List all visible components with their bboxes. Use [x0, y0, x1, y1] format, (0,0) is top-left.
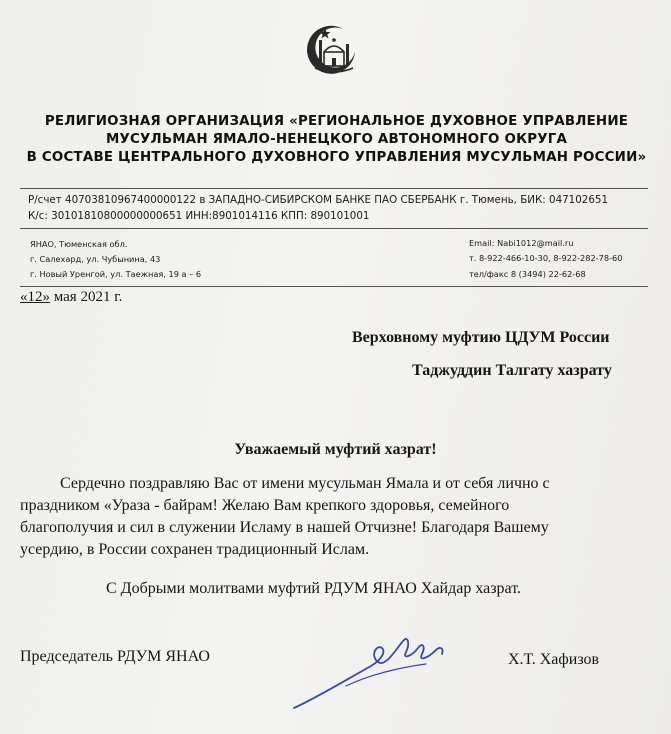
contact-email: Email: Nabi1012@mail.ru	[469, 238, 574, 248]
date-day: «12»	[20, 289, 50, 305]
divider	[20, 228, 648, 229]
address-line-1: ЯНАО, Тюменская обл.	[30, 239, 128, 249]
org-name-line-3: В СОСТАВЕ ЦЕНТРАЛЬНОГО ДУХОВНОГО УПРАВЛЕНИЯ МУСУЛЬМАН РОССИИ»	[26, 150, 647, 165]
contact-phones: т. 8-922-466-10-30, 8-922-282-78-60	[469, 253, 623, 263]
recipient-line-1: Верховному муфтию ЦДУМ России	[352, 329, 610, 346]
body-line-3: благополучия и сил в служении Исламу в нашей Отчизне! Благодаря Вашему	[20, 519, 549, 536]
org-name-line-1: РЕЛИГИОЗНАЯ ОРГАНИЗАЦИЯ «РЕГИОНАЛЬНОЕ ДУХОВНОЕ УПРАВЛЕНИЕ	[44, 114, 629, 129]
date-month-year: мая 2021 г.	[50, 289, 123, 305]
closing-line: С Добрыми молитвами муфтий РДУМ ЯНАО Хайдар хазрат.	[106, 580, 522, 597]
org-name-line-2: МУСУЛЬМАН ЯМАЛО-НЕНЕЦКОГО АВТОНОМНОГО ОКРУГА	[105, 132, 568, 147]
greeting: Уважаемый муфтий хазрат!	[234, 441, 437, 458]
address-line-2: г. Салехард, ул. Чубынина, 43	[30, 254, 161, 264]
address-line-3: г. Новый Уренгой, ул. Таежная, 19 а – 6	[30, 269, 202, 279]
divider	[20, 286, 648, 287]
letter-date	[20, 289, 122, 306]
mosque-crescent-logo-icon	[303, 18, 363, 84]
recipient-line-2: Таджуддин Талгату хазрату	[412, 362, 612, 379]
contact-fax: тел/факс 8 (3494) 22-62-68	[469, 269, 586, 279]
signer-name: Х.Т. Хафизов	[508, 651, 600, 668]
handwritten-signature	[286, 628, 461, 714]
body-line-2: праздником «Ураза - байрам! Желаю Вам крепкого здоровья, семейного	[20, 497, 510, 514]
body-line-4: усердию, в России сохранен традиционный Ислам.	[20, 541, 370, 558]
body-line-1: Сердечно поздравляю Вас от имени мусульман Ямала и от себя лично с	[60, 475, 550, 492]
bank-details-line-2: К/с: 30101810800000000651 ИНН:8901014116 КПП: 890101001	[28, 210, 370, 222]
signer-title: Председатель РДУМ ЯНАО	[20, 648, 210, 665]
bank-details-line-1: Р/счет 40703810967400000122 в ЗАПАДНО-СИБИРСКОМ БАНКЕ ПАО СБЕРБАНК г. Тюмень, БИК: 047102651	[28, 194, 608, 206]
divider	[20, 188, 648, 189]
